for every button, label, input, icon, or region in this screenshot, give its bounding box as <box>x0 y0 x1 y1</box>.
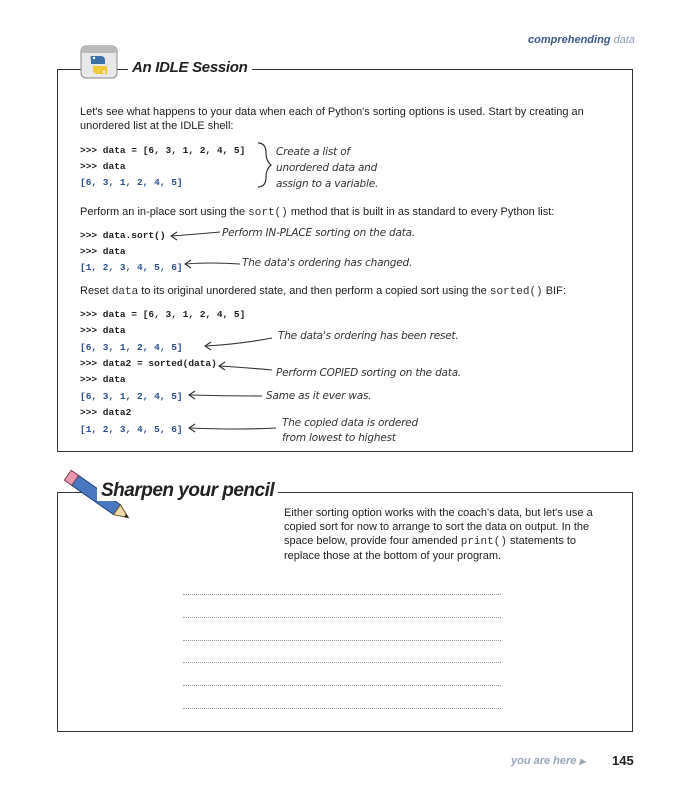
triangle-right-icon: ▶ <box>579 757 586 766</box>
arrow-annotation <box>168 226 228 276</box>
handwritten-note: assign to a variable. <box>276 178 379 190</box>
handwritten-note: Perform IN-PLACE sorting on the data. <box>222 227 415 239</box>
handwritten-note: Create a list of <box>276 146 350 158</box>
footer-text: you are here <box>511 755 577 767</box>
header-light: data <box>613 34 635 46</box>
code-output: [1, 2, 3, 4, 5, 6] <box>80 424 183 435</box>
arrow-annotations <box>180 330 280 440</box>
idle-intro: Let's see what happens to your data when each of Python's sorting options is used. Start by creating an unordered list at the IDLE shell: <box>80 106 584 132</box>
running-header <box>528 34 635 46</box>
answer-line[interactable] <box>183 662 501 663</box>
code-output: [6, 3, 1, 2, 4, 5] <box>80 177 183 188</box>
answer-line[interactable] <box>183 617 501 618</box>
text: Reset <box>80 285 109 297</box>
inline-code: data <box>111 286 139 298</box>
idle-title-text: An IDLE Session <box>128 59 252 76</box>
header-bold: comprehending <box>528 34 611 46</box>
code-output: [6, 3, 1, 2, 4, 5] <box>80 342 183 353</box>
handwritten-note: The copied data is ordered <box>282 417 418 429</box>
handwritten-note: The data's ordering has been reset. <box>278 330 459 342</box>
text: method that is built in as standard to every Python list: <box>290 206 555 218</box>
answer-line[interactable] <box>183 708 501 709</box>
pencil-title-text: Sharpen your pencil <box>97 480 278 501</box>
inline-code: sort() <box>248 207 288 219</box>
python-idle-icon <box>75 42 125 82</box>
page-number: 145 <box>612 753 634 768</box>
answer-line[interactable] <box>183 594 501 595</box>
idle-section-title <box>128 59 252 76</box>
text: BIF: <box>545 285 566 297</box>
brace-annotation <box>256 141 272 191</box>
answer-line[interactable] <box>183 685 501 686</box>
text: Either sorting option works with the coach's data, but let's use a copied sort for now to arrange to sort the data on output. In the space below, provide four amended <box>284 507 593 547</box>
text: statements to replace those at the bottom of your program. <box>284 535 577 562</box>
text: to its original unordered state, and then perform a copied sort using the <box>141 285 487 297</box>
handwritten-note: Same as it ever was. <box>266 390 372 402</box>
handwritten-note: Perform COPIED sorting on the data. <box>276 367 462 379</box>
text: Perform an in-place sort using the <box>80 206 246 218</box>
code-line: >>> data = [6, 3, 1, 2, 4, 5] <box>80 309 246 320</box>
handwritten-note: from lowest to highest <box>282 432 396 444</box>
code-line: >>> data2 <box>80 407 132 418</box>
code-output: [6, 3, 1, 2, 4, 5] <box>80 391 183 402</box>
handwritten-note: unordered data and <box>276 162 378 174</box>
inline-code: print() <box>460 536 507 548</box>
answer-line[interactable] <box>183 640 501 641</box>
code-output: [1, 2, 3, 4, 5, 6] <box>80 262 183 273</box>
code-line: >>> data <box>80 325 126 336</box>
you-are-here <box>511 755 586 767</box>
handwritten-note: The data's ordering has changed. <box>242 257 413 269</box>
code-line: >>> data <box>80 246 126 257</box>
inline-code: sorted() <box>489 286 543 298</box>
pencil-instructions <box>284 506 594 563</box>
pencil-section-title <box>97 480 278 502</box>
code-line: >>> data <box>80 374 126 385</box>
code-line: >>> data <box>80 161 126 172</box>
code-line: >>> data.sort() <box>80 230 166 241</box>
code-line: >>> data2 = sorted(data) <box>80 358 217 369</box>
paragraph-inplace <box>80 205 554 220</box>
paragraph-copied <box>80 284 566 299</box>
code-line: >>> data = [6, 3, 1, 2, 4, 5] <box>80 145 246 156</box>
